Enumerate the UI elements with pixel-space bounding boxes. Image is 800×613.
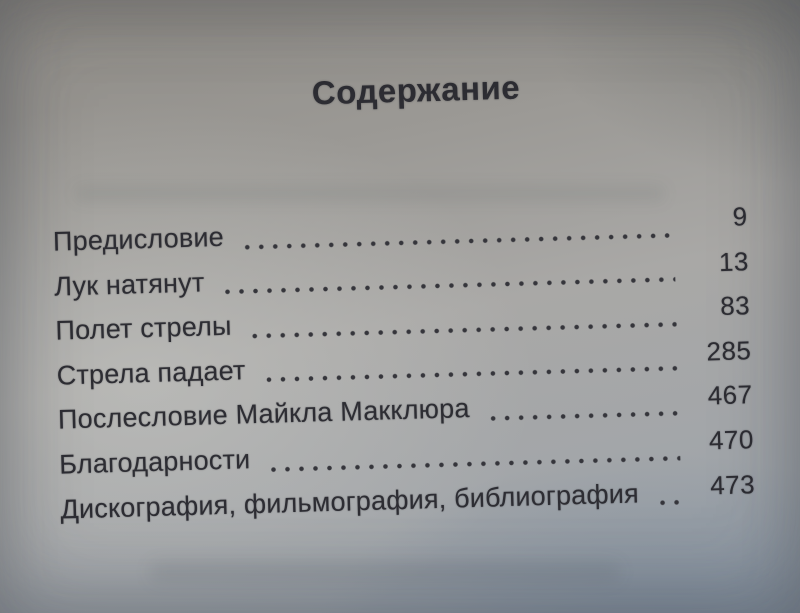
toc-page-number: 83 <box>719 290 751 322</box>
toc-entry-label: Предисловие <box>52 221 225 257</box>
toc-page-number: 467 <box>707 379 754 411</box>
toc-page-number: 13 <box>718 245 750 277</box>
dot-leader <box>481 380 689 430</box>
toc-page-number: 470 <box>708 424 755 456</box>
dot-leader <box>650 470 692 516</box>
toc-entry-label: Дискография, фильмография, библиография <box>60 477 640 525</box>
toc-entry-label: Благодарности <box>58 444 251 480</box>
toc-entry-label: Полет стрелы <box>55 310 233 346</box>
toc-list <box>52 200 755 531</box>
toc-page-number: 473 <box>709 468 756 500</box>
toc-entry-label: Стрела падает <box>56 355 246 391</box>
toc-entry-label: Послесловие Майкла Макклюра <box>57 393 470 435</box>
toc-page-number: 9 <box>732 201 749 232</box>
toc-page-number: 285 <box>706 334 752 367</box>
toc-entry-label: Лук натянут <box>53 267 205 302</box>
page-title: Содержание <box>311 68 521 112</box>
